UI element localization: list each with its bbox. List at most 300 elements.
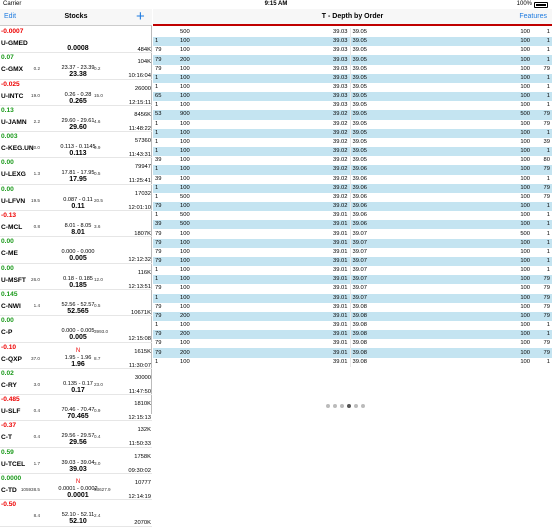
ask-size: 2.4 (94, 513, 101, 519)
ask-size: 100 (437, 193, 532, 202)
ask-broker: 1 (532, 28, 552, 37)
ask-size: 3.0 (94, 460, 101, 466)
order-book-row[interactable] (153, 147, 552, 156)
row-detail: 17032 (134, 190, 151, 197)
status-bar (0, 0, 552, 9)
ask-size: 100 (437, 65, 532, 74)
bid-size: 0.4 (33, 408, 40, 414)
bid-size: 19.0 (31, 92, 40, 98)
last-price: 0.0001 (67, 492, 89, 500)
depth-title: T - Depth by Order (321, 13, 384, 20)
depth-header (153, 9, 552, 26)
ask-broker: 1 (532, 175, 552, 184)
symbol-label: U-INTC (1, 92, 24, 100)
order-book-row[interactable] (153, 101, 552, 110)
order-book-row[interactable] (153, 284, 552, 293)
bid-size: 500 (178, 193, 263, 202)
row-detail: 26000 (134, 85, 151, 92)
bid-ask-range: 52.10 - 52.11 (61, 512, 95, 519)
watchlist-row[interactable] (0, 448, 152, 474)
row-detail: 8456K (134, 111, 151, 118)
features-button[interactable]: Features (519, 13, 547, 20)
watchlist-header (0, 9, 152, 26)
ask-size: 100 (437, 248, 532, 257)
bid-price: 39.02 (263, 184, 350, 193)
bid-broker (153, 28, 178, 37)
bid-size: 100 (178, 83, 263, 92)
ask-price: 39.08 (350, 321, 437, 330)
bid-size: 105938.5 (20, 487, 40, 493)
price-change: 0.07 (1, 54, 14, 62)
order-book-row[interactable] (153, 303, 552, 312)
bid-price: 39.01 (263, 248, 350, 257)
bid-broker: 1 (153, 147, 178, 156)
bid-size: 26.0 (31, 276, 40, 282)
ask-size: 100 (437, 74, 532, 83)
watchlist-row[interactable] (0, 53, 152, 79)
order-book-row[interactable] (153, 138, 552, 147)
order-book-row[interactable] (153, 239, 552, 248)
ask-broker: 1 (532, 358, 552, 367)
order-book-row[interactable] (153, 65, 552, 74)
ask-size: 4.6 (94, 118, 101, 124)
order-book-row[interactable] (153, 74, 552, 83)
bid-broker: 1 (153, 358, 178, 367)
bid-size: 100 (178, 147, 263, 156)
ask-price: 39.07 (350, 266, 437, 275)
symbol-label: U-SLF (1, 408, 21, 416)
order-book-row[interactable] (153, 83, 552, 92)
ask-broker: 79 (532, 275, 552, 284)
watchlist-row[interactable] (0, 80, 152, 106)
price-change: 0.59 (1, 448, 14, 456)
ask-broker: 1 (532, 321, 552, 330)
ask-price: 39.05 (350, 156, 437, 165)
ask-price: 39.06 (350, 193, 437, 202)
symbol-label: C-RY (1, 381, 17, 389)
order-book-row[interactable] (153, 165, 552, 174)
ask-price: 39.05 (350, 138, 437, 147)
order-book-row[interactable] (153, 184, 552, 193)
order-book-row[interactable] (153, 312, 552, 321)
bid-broker: 1 (153, 321, 178, 330)
ask-price: 39.06 (350, 220, 437, 229)
bid-ask-range: 0.0001 - 0.0002 (58, 486, 98, 493)
row-detail: 79947 (134, 164, 151, 171)
symbol-label: U-MSFT (1, 276, 26, 284)
bid-ask-range: 29.60 - 29.61 (61, 117, 95, 124)
bid-broker: 1 (153, 129, 178, 138)
price-change: 0.00 (1, 159, 14, 167)
order-book-row[interactable] (153, 46, 552, 55)
watchlist-row[interactable] (0, 369, 152, 395)
ask-broker: 1 (532, 147, 552, 156)
bid-price: 39.01 (263, 312, 350, 321)
bid-ask-range: 70.46 - 70.47 (61, 407, 95, 414)
bid-price: 39.02 (263, 129, 350, 138)
ask-size: 100 (437, 339, 532, 348)
bid-price: 39.03 (263, 83, 350, 92)
order-book-row[interactable] (153, 211, 552, 220)
add-symbol-button[interactable]: + (136, 8, 145, 25)
carrier-label: Carrier (3, 1, 22, 7)
last-price: 8.01 (71, 229, 85, 237)
bid-broker: 79 (153, 202, 178, 211)
ask-broker: 1 (532, 92, 552, 101)
ask-price: 39.05 (350, 65, 437, 74)
ask-broker: 79 (532, 348, 552, 357)
bid-broker: 1 (153, 184, 178, 193)
watchlist-row[interactable] (0, 316, 152, 342)
bid-size: 100 (178, 321, 263, 330)
bid-broker: 1 (153, 193, 178, 202)
ask-size: 8.7 (94, 355, 101, 361)
bid-broker: 1 (153, 83, 178, 92)
bid-price: 39.01 (263, 239, 350, 248)
price-change: 0.0000 (1, 475, 22, 483)
bid-price: 39.01 (263, 358, 350, 367)
bid-size: 100 (178, 165, 263, 174)
order-book-row[interactable] (153, 120, 552, 129)
price-change: -0.485 (1, 396, 20, 404)
watchlist-row[interactable] (0, 158, 152, 184)
bid-size: 19.5 (31, 197, 40, 203)
watchlist-row[interactable] (0, 290, 152, 316)
order-book-row[interactable] (153, 202, 552, 211)
price-change: -0.0007 (1, 28, 24, 35)
row-detail: 116K (137, 269, 151, 276)
last-price: 70.465 (67, 413, 89, 421)
symbol-label: U-JAMN (1, 118, 27, 126)
ask-broker: 1 (532, 83, 552, 92)
watchlist-row[interactable] (0, 185, 152, 211)
bid-price: 39.03 (263, 65, 350, 74)
symbol-label: C-ME (1, 250, 18, 258)
bid-broker: 79 (153, 348, 178, 357)
bid-ask-range: 0.18 - 0.185 (63, 275, 93, 282)
ask-price: 39.07 (350, 275, 437, 284)
price-change: -0.10 (1, 343, 17, 351)
bid-ask-range: 0.26 - 0.28 (64, 91, 92, 98)
symbol-label: C-KEG.UN (1, 145, 34, 153)
bid-price: 39.01 (263, 339, 350, 348)
ask-broker: 79 (532, 294, 552, 303)
last-price: 0.0008 (67, 45, 89, 52)
ask-size: 23.0 (94, 381, 103, 387)
bid-size: 100 (178, 202, 263, 211)
watchlist-row[interactable] (0, 237, 152, 263)
order-book-row[interactable] (153, 28, 552, 37)
page-dot[interactable] (340, 404, 344, 408)
ask-price: 39.06 (350, 202, 437, 211)
ask-size: 100 (437, 184, 532, 193)
order-book-row[interactable] (153, 37, 552, 46)
price-change: -0.025 (1, 80, 20, 88)
ask-size: 100 (437, 266, 532, 275)
ask-size: 100 (437, 92, 532, 101)
bid-price: 39.01 (263, 257, 350, 266)
bid-price: 39.01 (263, 321, 350, 330)
bid-size: 500 (178, 211, 263, 220)
row-volume: 12:14:19 (128, 494, 151, 501)
ask-size: 100 (437, 101, 532, 110)
ask-broker: 79 (532, 120, 552, 129)
last-price: 52.10 (69, 518, 87, 526)
bid-size: 100 (178, 138, 263, 147)
bid-broker: 1 (153, 266, 178, 275)
order-book-row[interactable] (153, 358, 552, 367)
order-book-row[interactable] (153, 321, 552, 330)
last-price: 0.265 (69, 97, 87, 105)
ask-size: 100 (437, 37, 532, 46)
last-price: 0.185 (69, 281, 87, 289)
ask-broker: 79 (532, 165, 552, 174)
bid-size: 20.0 (31, 145, 40, 151)
bid-price: 39.03 (263, 74, 350, 83)
bid-price: 39.02 (263, 165, 350, 174)
ask-size: 9.9 (94, 145, 101, 151)
bid-broker: 79 (153, 55, 178, 64)
last-price: 0.005 (69, 255, 87, 263)
bid-size: 1.7 (33, 460, 40, 466)
order-book-row[interactable] (153, 175, 552, 184)
bid-broker: 1 (153, 165, 178, 174)
bid-broker: 79 (153, 248, 178, 257)
bid-price: 39.01 (263, 330, 350, 339)
row-volume: 10:16:04 (128, 73, 151, 80)
page-indicator[interactable] (326, 404, 365, 408)
order-book-row[interactable] (153, 55, 552, 64)
bid-size: 100 (178, 303, 263, 312)
bid-ask-range: 17.81 - 17.95 (61, 170, 95, 177)
order-book-row[interactable] (153, 248, 552, 257)
row-detail: 1810K (134, 401, 151, 408)
ask-broker: 1 (532, 101, 552, 110)
order-book-row[interactable] (153, 156, 552, 165)
bid-size: 0.2 (33, 66, 40, 72)
bid-size: 100 (178, 184, 263, 193)
ask-broker: 1 (532, 202, 552, 211)
last-price: 52.565 (67, 307, 89, 315)
watchlist-row[interactable] (0, 211, 152, 237)
bid-price: 39.01 (263, 294, 350, 303)
ask-price: 39.07 (350, 229, 437, 238)
page-dot[interactable] (347, 404, 351, 408)
bid-size: 200 (178, 330, 263, 339)
row-detail: 104K (137, 59, 151, 66)
watchlist-row[interactable] (0, 27, 152, 53)
ask-broker: 1 (532, 129, 552, 138)
ask-size: 0.5 (94, 171, 101, 177)
bid-ask-range: 39.03 - 39.04 (61, 459, 95, 466)
ask-size: 100 (437, 46, 532, 55)
ask-size: 100 (437, 303, 532, 312)
ask-price: 39.08 (350, 312, 437, 321)
bid-price: 39.02 (263, 175, 350, 184)
bid-size: 100 (178, 257, 263, 266)
bid-size: 100 (178, 248, 263, 257)
bid-price: 39.01 (263, 229, 350, 238)
bid-ask-range: 0.000 - 0.000 (61, 249, 95, 256)
bid-size: 100 (178, 294, 263, 303)
news-flag: N (75, 347, 81, 354)
ask-size: 100 (437, 120, 532, 129)
order-book-row[interactable] (153, 257, 552, 266)
ask-broker: 1 (532, 266, 552, 275)
ask-price: 39.05 (350, 120, 437, 129)
order-book-row[interactable] (153, 330, 552, 339)
order-book-row[interactable] (153, 348, 552, 357)
ask-price: 39.05 (350, 37, 437, 46)
ask-price: 39.05 (350, 74, 437, 83)
bid-broker: 79 (153, 339, 178, 348)
symbol-label: C-NWI (1, 302, 21, 310)
row-volume: 11:43:31 (128, 152, 151, 159)
price-change: 0.00 (1, 264, 14, 272)
bid-broker: 1 (153, 101, 178, 110)
bid-size: 1.4 (33, 302, 40, 308)
bid-price: 39.02 (263, 138, 350, 147)
page-dot[interactable] (333, 404, 337, 408)
bid-size: 200 (178, 55, 263, 64)
symbol-label: C-QXP (1, 355, 22, 363)
bid-ask-range: 0.113 - 0.1145 (60, 144, 96, 151)
bid-size: 2.2 (33, 118, 40, 124)
last-price: 0.113 (69, 150, 87, 158)
ask-broker: 79 (532, 284, 552, 293)
ask-price: 39.05 (350, 55, 437, 64)
bid-price: 39.01 (263, 220, 350, 229)
order-book-row[interactable] (153, 193, 552, 202)
ask-price: 39.06 (350, 165, 437, 174)
edit-button[interactable]: Edit (4, 13, 17, 20)
ask-price: 39.05 (350, 101, 437, 110)
price-change: 0.00 (1, 317, 14, 325)
bid-broker: 79 (153, 330, 178, 339)
bid-size: 100 (178, 46, 263, 55)
ask-broker: 79 (532, 303, 552, 312)
bid-broker: 1 (153, 120, 178, 129)
bid-size: 200 (178, 312, 263, 321)
order-book-row[interactable] (153, 294, 552, 303)
last-price: 29.60 (69, 123, 87, 131)
bid-size: 900 (178, 110, 263, 119)
bid-size: 100 (178, 175, 263, 184)
ask-price: 39.06 (350, 211, 437, 220)
bid-ask-range: 23.37 - 23.39 (61, 65, 95, 72)
order-book-row[interactable] (153, 339, 552, 348)
bid-size: 100 (178, 358, 263, 367)
watchlist-row[interactable] (0, 264, 152, 290)
order-book-row[interactable] (153, 266, 552, 275)
row-detail: 1758K (134, 453, 151, 460)
ask-size: 100 (437, 257, 532, 266)
bid-size: 500 (178, 28, 263, 37)
bid-price: 39.01 (263, 211, 350, 220)
page-dot[interactable] (326, 404, 330, 408)
watchlist-row[interactable] (0, 395, 152, 421)
row-volume: 10671K (131, 309, 151, 316)
bid-broker: 79 (153, 46, 178, 55)
last-price: 0.005 (69, 334, 87, 342)
watchlist-row[interactable] (0, 500, 152, 526)
page-dot[interactable] (354, 404, 358, 408)
bid-ask-range: 0.087 - 0.11 (63, 196, 93, 203)
ask-size: 100 (437, 129, 532, 138)
symbol-label: U-TCEL (1, 460, 26, 468)
watchlist-row[interactable] (0, 106, 152, 132)
watchlist-rows (0, 27, 152, 527)
news-flag: N (75, 479, 81, 486)
battery-indicator (517, 0, 548, 9)
price-change: 0.02 (1, 369, 14, 377)
watchlist-row[interactable] (0, 132, 152, 158)
bid-broker: 53 (153, 110, 178, 119)
order-book-table[interactable] (153, 28, 552, 367)
order-book-row[interactable] (153, 229, 552, 238)
ask-broker: 79 (532, 193, 552, 202)
symbol-label: C-T (1, 434, 12, 442)
row-volume: 11:50:33 (128, 441, 151, 448)
bid-size: 100 (178, 275, 263, 284)
row-volume: 11:30:07 (128, 362, 151, 369)
bid-size: 100 (178, 284, 263, 293)
battery-icon (534, 2, 548, 8)
order-book-row[interactable] (153, 92, 552, 101)
ask-size: 100 (437, 330, 532, 339)
row-volume: 11:48:22 (128, 125, 151, 132)
watchlist-row[interactable] (0, 421, 152, 447)
row-volume: 1807K (134, 231, 151, 238)
last-price: 0.17 (71, 386, 85, 394)
ask-price: 39.05 (350, 28, 437, 37)
row-volume: 12:13:51 (128, 283, 151, 290)
watchlist-panel (0, 8, 152, 527)
ask-size: 0.2 (94, 66, 101, 72)
last-price: 39.03 (69, 465, 87, 473)
bid-broker: 1 (153, 37, 178, 46)
ask-price: 39.07 (350, 239, 437, 248)
ask-price: 39.05 (350, 83, 437, 92)
ask-price: 39.05 (350, 129, 437, 138)
order-book-row[interactable] (153, 110, 552, 119)
ask-broker: 1 (532, 211, 552, 220)
battery-percent: 100% (516, 1, 532, 7)
row-detail: 132K (137, 427, 151, 434)
bid-price: 39.02 (263, 202, 350, 211)
price-change: 0.145 (1, 290, 18, 298)
row-volume: 12:15:11 (128, 99, 151, 106)
ask-price: 39.08 (350, 348, 437, 357)
order-book-row[interactable] (153, 220, 552, 229)
ask-broker: 1 (532, 229, 552, 238)
row-detail: 1615K (134, 348, 151, 355)
watchlist-row[interactable] (0, 343, 152, 369)
ask-broker: 1 (532, 46, 552, 55)
order-book-row[interactable] (153, 275, 552, 284)
page-dot[interactable] (361, 404, 365, 408)
order-book-row[interactable] (153, 129, 552, 138)
bid-price: 39.02 (263, 147, 350, 156)
watchlist-row[interactable] (0, 474, 152, 500)
ask-broker: 1 (532, 248, 552, 257)
bid-broker: 79 (153, 284, 178, 293)
ask-price: 39.05 (350, 147, 437, 156)
bid-broker: 1 (153, 211, 178, 220)
bid-size: 3.0 (33, 381, 40, 387)
ask-broker: 1 (532, 74, 552, 83)
price-change: -0.50 (1, 501, 17, 509)
